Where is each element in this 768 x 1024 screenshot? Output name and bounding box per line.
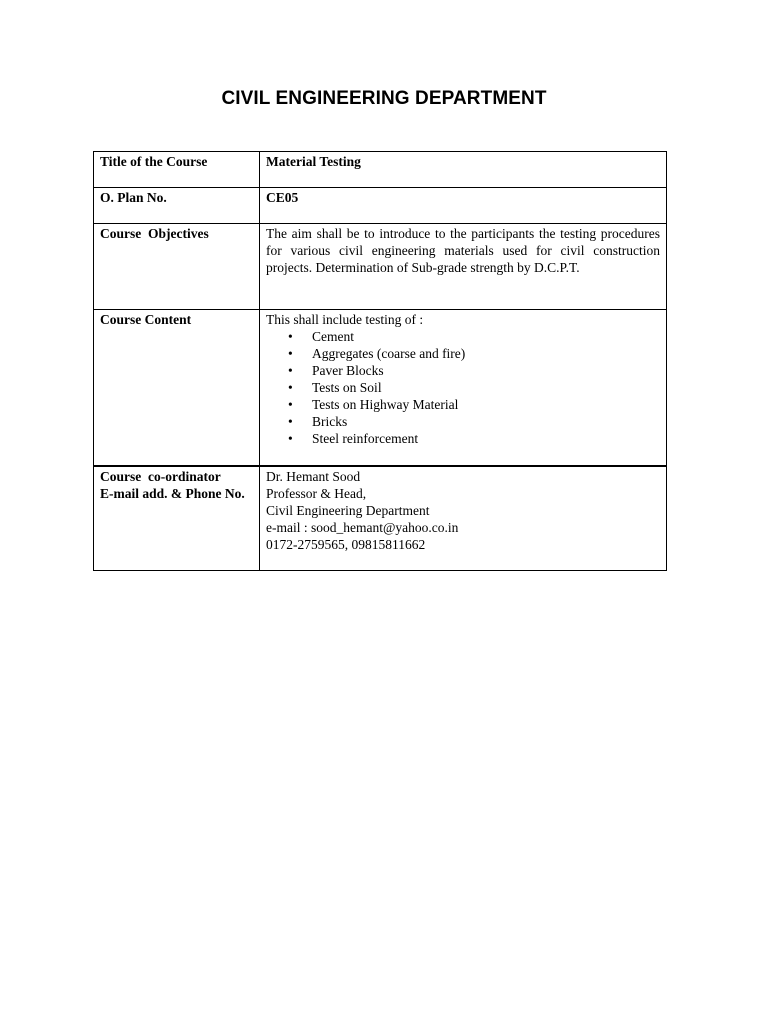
coordinator-label-line2: E-mail add. & Phone No. [100, 486, 245, 501]
objectives-label: Course Objectives [94, 224, 260, 310]
bullet-icon: • [288, 431, 293, 446]
course-title-value: Material Testing [260, 152, 667, 188]
course-content-value [260, 310, 667, 467]
course-content-list [266, 328, 660, 447]
coordinator-name: Dr. Hemant Sood [266, 469, 361, 484]
coordinator-value [260, 466, 667, 571]
list-item-text: Paver Blocks [312, 363, 384, 378]
bullet-icon: • [288, 380, 293, 395]
coordinator-label [94, 466, 260, 571]
bullet-icon: • [288, 346, 293, 361]
bullet-icon: • [288, 329, 293, 344]
list-item [288, 379, 660, 396]
coordinator-designation: Professor & Head, [266, 486, 367, 501]
list-item-text: Tests on Highway Material [312, 397, 459, 412]
list-item [288, 362, 660, 379]
table-row-course-content [94, 310, 667, 467]
list-item [288, 430, 660, 447]
bullet-icon: • [288, 397, 293, 412]
course-info-table [93, 151, 667, 571]
coordinator-phone: 0172-2759565, 09815811662 [266, 537, 426, 552]
course-content-label: Course Content [94, 310, 260, 467]
bullet-icon: • [288, 414, 293, 429]
bullet-icon: • [288, 363, 293, 378]
table-row-coordinator [94, 466, 667, 571]
list-item-text: Cement [312, 329, 354, 344]
list-item [288, 328, 660, 345]
course-title-label: Title of the Course [94, 152, 260, 188]
list-item [288, 345, 660, 362]
page-title: CIVIL ENGINEERING DEPARTMENT [221, 88, 547, 109]
list-item [288, 396, 660, 413]
table-row-objectives [94, 224, 667, 310]
coordinator-email: e-mail : sood_hemant@yahoo.co.in [266, 520, 459, 535]
plan-number-value: CE05 [260, 188, 667, 224]
list-item-text: Aggregates (coarse and fire) [312, 346, 466, 361]
plan-number-label: O. Plan No. [94, 188, 260, 224]
list-item [288, 413, 660, 430]
list-item-text: Tests on Soil [312, 380, 382, 395]
table-row-plan-number [94, 188, 667, 224]
list-item-text: Bricks [312, 414, 348, 429]
course-content-intro: This shall include testing of : [266, 312, 424, 327]
coordinator-label-line1: Course co-ordinator [100, 469, 221, 484]
objectives-value: The aim shall be to introduce to the participants the testing procedures for various civil engineering materials used for civil construction projects. Determination of Sub-grade strength by D.C.P.T. [260, 224, 667, 310]
coordinator-department: Civil Engineering Department [266, 503, 430, 518]
table-row-course-title [94, 152, 667, 188]
list-item-text: Steel reinforcement [312, 431, 419, 446]
